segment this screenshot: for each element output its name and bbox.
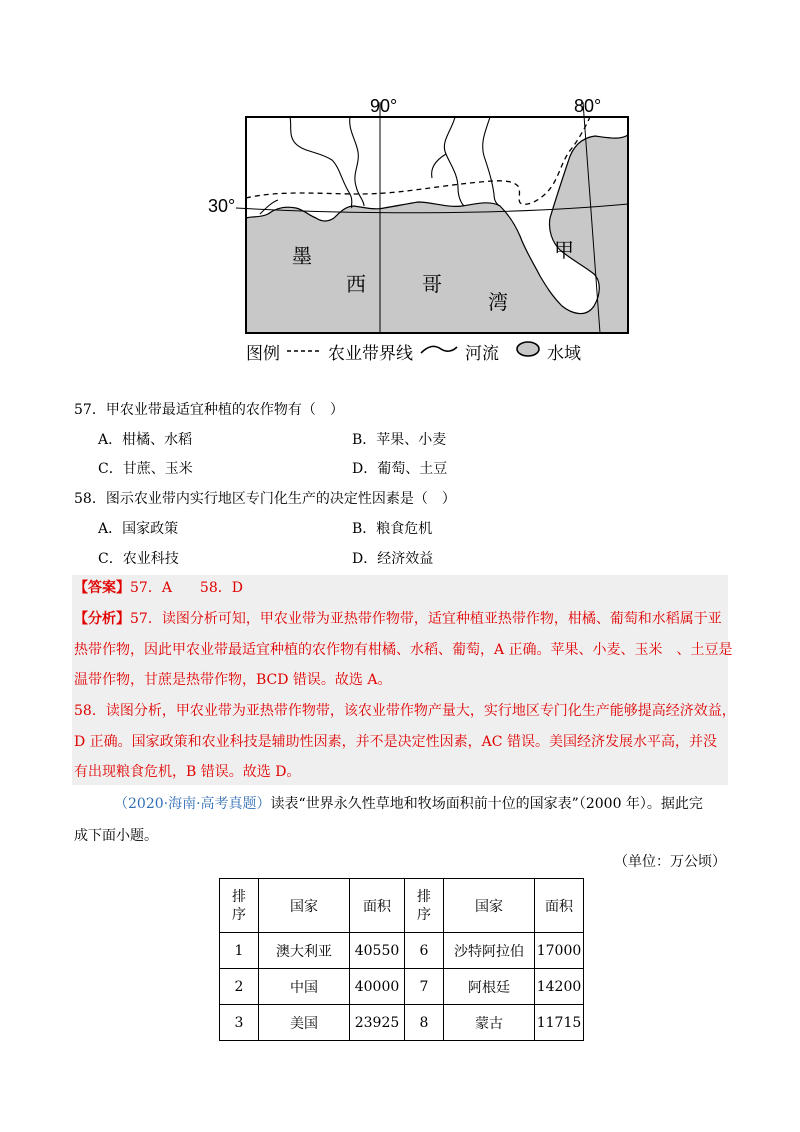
cell-rank: 1 [220, 933, 259, 969]
answer-line [74, 578, 243, 598]
cell-area: 40000 [350, 969, 405, 1005]
question-57-stem: 57．甲农业带最适宜种植的农作物有（ ） [74, 402, 344, 418]
grassland-table [219, 878, 584, 1041]
q58-option-b: B．粮食危机 [352, 521, 433, 537]
cell-area: 17000 [535, 933, 584, 969]
question-58-stem: 58．图示农业带内实行地区专门化生产的决定性因素是（ ） [74, 491, 456, 507]
analysis-line-6: 有出现粮食危机，B 错误。故选 D。 [74, 764, 301, 780]
cell-country: 蒙古 [444, 1005, 535, 1041]
gulf-map [200, 90, 640, 340]
analysis-line-2: 热带作物，因此甲农业带最适宜种植的农作物有柑橘、水稻、葡萄，A 正确。苹果、小麦、玉米 、土豆是 [74, 642, 733, 658]
intro-text-1: 读表“世界永久性草地和牧场面积前十位的国家表”（2000 年）。据此完 [270, 796, 703, 812]
cell-country: 美国 [259, 1005, 350, 1041]
intro-text-2: 成下面小题。 [74, 828, 158, 844]
cell-rank: 6 [405, 933, 444, 969]
gulf-map-figure [200, 90, 640, 370]
analysis-text-1: 57．读图分析可知，甲农业带为亚热带作物带，适宜种植亚热带作物，柑橘、葡萄和水稻属于亚 [130, 611, 722, 627]
table-row [220, 933, 584, 969]
water-label-4: 湾 [488, 292, 508, 314]
legend-water: 水域 [547, 343, 581, 363]
q58-option-d: D．经济效益 [352, 551, 434, 567]
table-intro [114, 794, 703, 814]
analysis-line-3: 温带作物，甘蔗是热带作物，BCD 错误。故选 A。 [74, 672, 392, 688]
water-label-3: 哥 [422, 274, 442, 296]
header-rank: 排序 [220, 879, 259, 933]
map-legend [246, 339, 581, 363]
unit-note: （单位：万公顷） [614, 854, 726, 870]
q57-option-a: A．柑橘、水稻 [98, 432, 193, 448]
header-rank-2: 排序 [405, 879, 444, 933]
lat-30-label: 30° [208, 196, 236, 216]
water-label-2: 西 [346, 274, 366, 296]
table-row [220, 1005, 584, 1041]
header-country: 国家 [259, 879, 350, 933]
table-header-row [220, 879, 584, 933]
cell-area: 11715 [535, 1005, 584, 1041]
table-row [220, 969, 584, 1005]
cell-country: 澳大利亚 [259, 933, 350, 969]
analysis-tag: 【分析】 [74, 611, 130, 627]
legend-title: 图例 [246, 343, 280, 363]
analysis-line-1 [74, 609, 722, 629]
cell-country: 阿根廷 [444, 969, 535, 1005]
cell-area: 14200 [535, 969, 584, 1005]
analysis-line-5: D 正确。国家政策和农业科技是辅助性因素，并不是决定性因素，AC 错误。美国经济发展水平高，并没 [74, 734, 717, 750]
answer-tag: 【答案】 [74, 580, 130, 596]
exam-source: （2020·海南·高考真题） [114, 796, 271, 812]
cell-rank: 3 [220, 1005, 259, 1041]
header-country-2: 国家 [444, 879, 535, 933]
cell-area: 40550 [350, 933, 405, 969]
q57-option-d: D．葡萄、土豆 [352, 461, 448, 477]
water-label-1: 墨 [292, 246, 312, 268]
lon-80-label: 80° [574, 96, 602, 116]
q58-option-c: C．农业科技 [98, 551, 179, 567]
lon-90-label: 90° [370, 96, 398, 116]
q57-option-b: B．苹果、小麦 [352, 432, 447, 448]
q57-option-c: C．甘蔗、玉米 [98, 461, 193, 477]
river-icon [419, 341, 459, 362]
legend-belt-line: 农业带界线 [328, 343, 413, 363]
dashed-line-icon [286, 341, 322, 361]
header-area-2: 面积 [535, 879, 584, 933]
legend-river: 河流 [465, 343, 499, 363]
region-jia-label: 甲 [554, 240, 574, 262]
cell-country: 中国 [259, 969, 350, 1005]
cell-country: 沙特阿拉伯 [444, 933, 535, 969]
water-icon [515, 340, 541, 363]
cell-rank: 8 [405, 1005, 444, 1041]
cell-area: 23925 [350, 1005, 405, 1041]
header-area: 面积 [350, 879, 405, 933]
analysis-line-4: 58．读图分析，甲农业带为亚热带作物带，该农业带作物产量大，实行地区专门化生产能够提高经济效益， [74, 703, 736, 719]
q58-option-a: A．国家政策 [98, 521, 179, 537]
answer-text: 57．A 58．D [130, 580, 243, 596]
cell-rank: 2 [220, 969, 259, 1005]
cell-rank: 7 [405, 969, 444, 1005]
